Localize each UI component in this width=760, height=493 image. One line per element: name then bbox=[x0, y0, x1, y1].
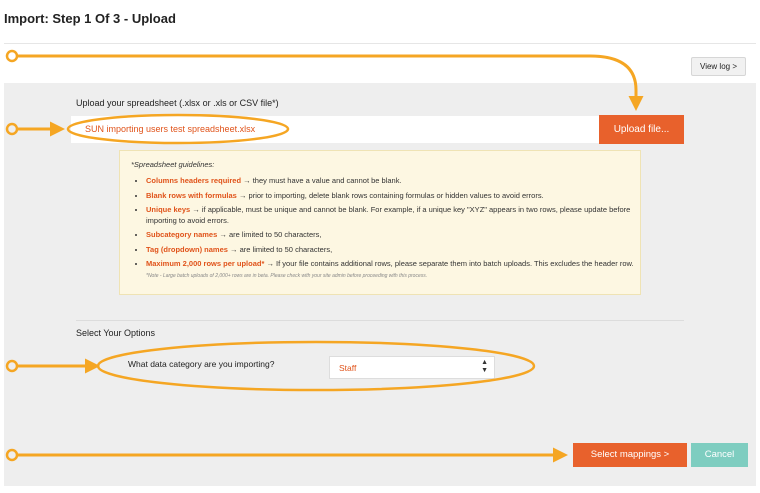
select-arrows-icon: ▲ ▼ bbox=[481, 359, 488, 374]
data-category-value: Staff bbox=[339, 363, 357, 373]
file-name-field[interactable] bbox=[71, 116, 601, 143]
guideline-text: → they must have a value and cannot be blank. bbox=[241, 176, 402, 185]
import-form bbox=[4, 83, 756, 486]
guideline-text: → If your file contains additional rows, please separate them into batch uploads. This excludes the header row. bbox=[264, 259, 634, 268]
spreadsheet-guidelines bbox=[119, 150, 641, 295]
guideline-highlight: Unique keys bbox=[146, 205, 191, 214]
upload-label: Upload your spreadsheet (.xlsx or .xls or CSV file*) bbox=[76, 98, 279, 108]
top-panel bbox=[4, 43, 756, 83]
select-mappings-button[interactable]: Select mappings > bbox=[573, 443, 687, 467]
guideline-item bbox=[146, 230, 634, 241]
guidelines-list bbox=[146, 176, 634, 285]
guideline-highlight: Subcategory names bbox=[146, 230, 218, 239]
page-title: Import: Step 1 Of 3 - Upload bbox=[4, 11, 176, 26]
guideline-highlight: Tag (dropdown) names bbox=[146, 244, 228, 254]
data-category-select[interactable] bbox=[329, 356, 495, 379]
category-question-label: What data category are you importing? bbox=[128, 359, 275, 369]
guideline-text: → are limited to 50 characters, bbox=[217, 230, 322, 239]
guideline-item bbox=[146, 259, 634, 281]
guideline-text: → if applicable, must be unique and cannot be blank. For example, if a unique key "XYZ" appears in two rows, please update before importing to avoid errors. bbox=[146, 205, 631, 225]
cancel-button[interactable]: Cancel bbox=[691, 443, 748, 467]
guideline-highlight: Blank rows with formulas bbox=[146, 190, 237, 200]
guideline-item bbox=[146, 205, 634, 226]
guideline-item bbox=[146, 245, 634, 256]
guideline-highlight: Maximum 2,000 rows per upload* bbox=[146, 259, 265, 268]
guideline-highlight: Columns headers required bbox=[146, 176, 242, 185]
guideline-note: *Note - Large batch uploads of 2,000+ rows are in beta. Please check with your site admin before proceeding with this process. bbox=[146, 272, 428, 279]
file-name: SUN importing users test spreadsheet.xlsx bbox=[85, 124, 256, 134]
guideline-item bbox=[146, 191, 634, 202]
guideline-text: → prior to importing, delete blank rows containing formulas or hidden values to avoid errors. bbox=[236, 190, 544, 200]
section-divider bbox=[76, 320, 684, 321]
guideline-item bbox=[146, 176, 634, 187]
options-title: Select Your Options bbox=[76, 328, 156, 338]
guideline-text: → are limited to 50 characters, bbox=[227, 244, 333, 254]
guidelines-title: *Spreadsheet guidelines: bbox=[131, 160, 215, 169]
upload-file-button[interactable]: Upload file... bbox=[599, 115, 684, 144]
view-log-button[interactable]: View log > bbox=[691, 57, 746, 76]
